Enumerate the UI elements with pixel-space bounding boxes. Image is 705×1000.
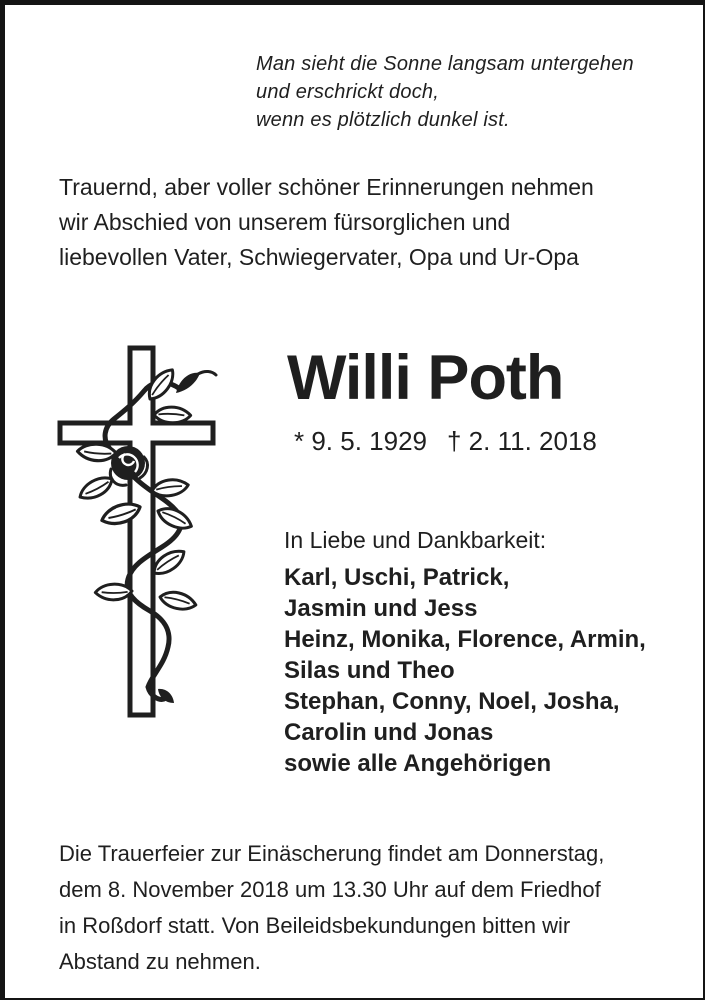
death-date: † 2. 11. 2018 [447, 426, 597, 456]
funeral-line: Die Trauerfeier zur Einäscherung findet am Donnerstag, [59, 841, 605, 866]
mourner-line: Heinz, Monika, Florence, Armin, [284, 626, 646, 653]
mourners-heading: In Liebe und Dankbarkeit: [284, 527, 547, 553]
verse-line: und erschrickt doch, [256, 81, 439, 103]
birth-date: * 9. 5. 1929 [294, 426, 427, 456]
intro-line: liebevollen Vater, Schwiegervater, Opa und Ur-Opa [59, 244, 579, 270]
mourner-line: Carolin und Jonas [284, 719, 494, 746]
funeral-info [59, 836, 604, 980]
verse-line: wenn es plötzlich dunkel ist. [256, 109, 510, 131]
mourners-block [284, 525, 646, 779]
cross-rose-drawing [52, 337, 222, 727]
deceased-name: Willi Poth [287, 343, 564, 413]
memorial-verse [256, 50, 634, 134]
mourner-line: Silas und Theo [284, 657, 455, 684]
mourner-line: Stephan, Conny, Noel, Josha, [284, 688, 620, 715]
funeral-line: dem 8. November 2018 um 13.30 Uhr auf dem Friedhof [59, 877, 601, 902]
intro-text [59, 170, 594, 275]
mourner-line: Jasmin und Jess [284, 595, 478, 622]
mourner-line: Karl, Uschi, Patrick, [284, 564, 510, 591]
cross-rose-icon [52, 337, 222, 727]
funeral-line: Abstand zu nehmen. [59, 949, 261, 974]
intro-line: wir Abschied von unserem fürsorglichen und [59, 209, 511, 235]
intro-line: Trauernd, aber voller schöner Erinnerungen nehmen [59, 174, 594, 200]
life-dates [294, 425, 597, 457]
funeral-line: in Roßdorf statt. Von Beileidsbekundungen bitten wir [59, 913, 571, 938]
mourner-line: sowie alle Angehörigen [284, 750, 552, 777]
verse-line: Man sieht die Sonne langsam untergehen [256, 53, 634, 75]
